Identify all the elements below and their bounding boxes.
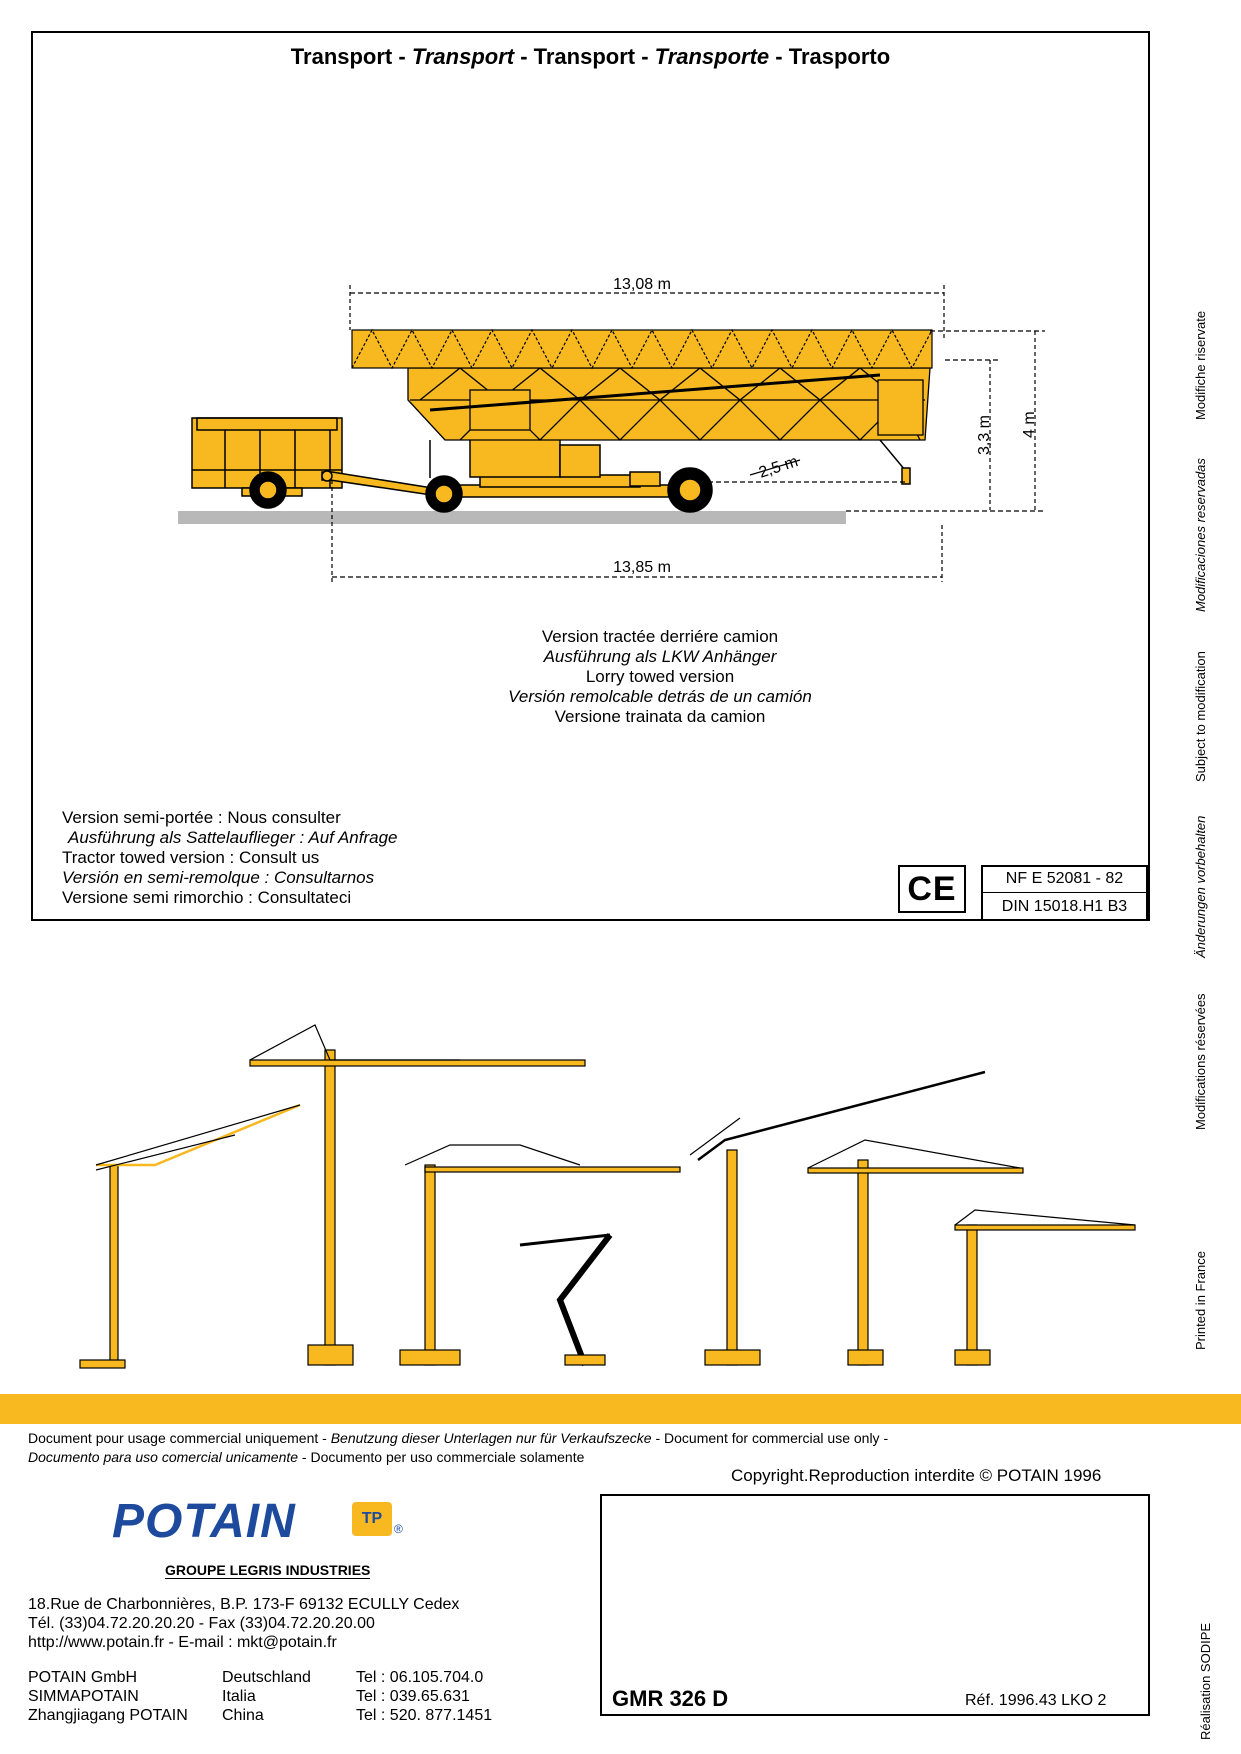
subsidiary-country: Italia: [222, 1688, 256, 1705]
model-name: GMR 326 D: [612, 1686, 729, 1711]
crane-4: [520, 1235, 610, 1365]
reference-number: Réf. 1996.43 LKO 2: [965, 1692, 1107, 1709]
copyright: Copyright.Reproduction interdite © POTAIN 1996: [731, 1466, 1102, 1485]
crane-6: [808, 1140, 1023, 1365]
side-text-sodipe: Réalisation SODIPE: [1198, 1622, 1213, 1740]
side-text-es: Modificaciones reservadas: [1193, 458, 1208, 612]
ce-mark-box: [898, 865, 966, 913]
dim-height-mid: 3,3 m: [976, 414, 993, 455]
folded-jib: [352, 330, 932, 368]
subsidiary-country: Deutschland: [222, 1669, 311, 1686]
norms-divider: [981, 892, 1148, 893]
side-text-it: Modifiche riservate: [1193, 310, 1208, 420]
crane-chassis: [426, 435, 712, 512]
caption-de: Ausführung als LKW Anhänger: [543, 647, 777, 666]
subsidiary-name: SIMMAPOTAIN: [28, 1688, 139, 1705]
folded-tower: [408, 368, 930, 440]
dim-length-top: 13,08 m: [613, 276, 671, 293]
ce-mark: CE: [907, 870, 957, 908]
subsidiary-tel: Tel : 039.65.631: [356, 1688, 470, 1705]
side-text-printed: Printed in France: [1193, 1251, 1208, 1350]
potain-badge-icon: TP: [352, 1502, 392, 1536]
address-line-1: 18.Rue de Charbonnières, B.P. 173-F 69132 ECULLY Cedex: [28, 1596, 460, 1613]
semi-note-de: Ausführung als Sattelauflieger : Auf Anfrage: [68, 828, 398, 847]
subsidiary-country: China: [222, 1707, 264, 1724]
rear-outrigger: [880, 440, 910, 484]
ground: [178, 511, 846, 524]
dim-length-bottom: 13,85 m: [613, 559, 671, 576]
subsidiary-tel: Tel : 520. 877.1451: [356, 1707, 493, 1724]
dim-height-total: 4 m: [1021, 411, 1038, 438]
disclaimer-line-2: Documento para uso comercial unicamente - Documento per uso commerciale solamente: [28, 1449, 585, 1465]
crane-range-illustration: [0, 1010, 1180, 1395]
side-text-fr: Modifications réservées: [1193, 993, 1208, 1130]
disclaimer-line-1: Document pour usage commercial uniquement - Benutzung dieser Unterlagen nur für Verkaufszecke - Document for commercial use only -: [28, 1430, 889, 1446]
subsidiary-tel: Tel : 06.105.704.0: [356, 1669, 484, 1686]
footer-band: [0, 1394, 1241, 1424]
crane-3: [400, 1145, 680, 1365]
crane-7: [955, 1210, 1135, 1365]
crane-2: [250, 1025, 585, 1365]
truck-rear: [192, 418, 342, 508]
address-line-3: http://www.potain.fr - E-mail : mkt@potain.fr: [28, 1634, 337, 1651]
semi-note-es: Versión en semi-remolque : Consultarnos: [62, 868, 375, 887]
caption-fr: Version tractée derriére camion: [541, 627, 779, 646]
side-text-de: Änderungen vorbehalten: [1193, 815, 1208, 958]
address-line-2: Tél. (33)04.72.20.20.20 - Fax (33)04.72.20.20.00: [28, 1615, 375, 1632]
norm-din: DIN 15018.H1 B3: [1001, 898, 1128, 915]
semi-note-en: Tractor towed version : Consult us: [62, 848, 320, 867]
reference-box: [600, 1494, 1150, 1716]
semi-note-fr: Version semi-portée : Nous consulter: [62, 808, 341, 827]
norm-nf: NF E 52081 - 82: [1005, 870, 1124, 887]
subsidiary-name: POTAIN GmbH: [28, 1669, 138, 1686]
caption-es: Versión remolcable detrás de un camión: [508, 687, 812, 706]
dim-outrigger: 2,5 m: [756, 453, 801, 482]
side-text-en: Subject to modification: [1193, 651, 1208, 782]
crane-1: [80, 1105, 300, 1368]
registered-mark: ®: [394, 1522, 403, 1536]
crane-5: [690, 1072, 985, 1365]
potain-logo: POTAIN: [112, 1495, 296, 1548]
page-title: Transport - Transport - Transport - Transporte - Trasporto: [290, 44, 891, 69]
caption-it: Versione trainata da camion: [554, 707, 766, 726]
semi-note-it: Versione semi rimorchio : Consultateci: [62, 888, 352, 907]
caption-en: Lorry towed version: [585, 667, 735, 686]
subsidiary-name: Zhangjiagang POTAIN: [28, 1707, 188, 1724]
groupe-legris: GROUPE LEGRIS INDUSTRIES: [165, 1562, 371, 1578]
